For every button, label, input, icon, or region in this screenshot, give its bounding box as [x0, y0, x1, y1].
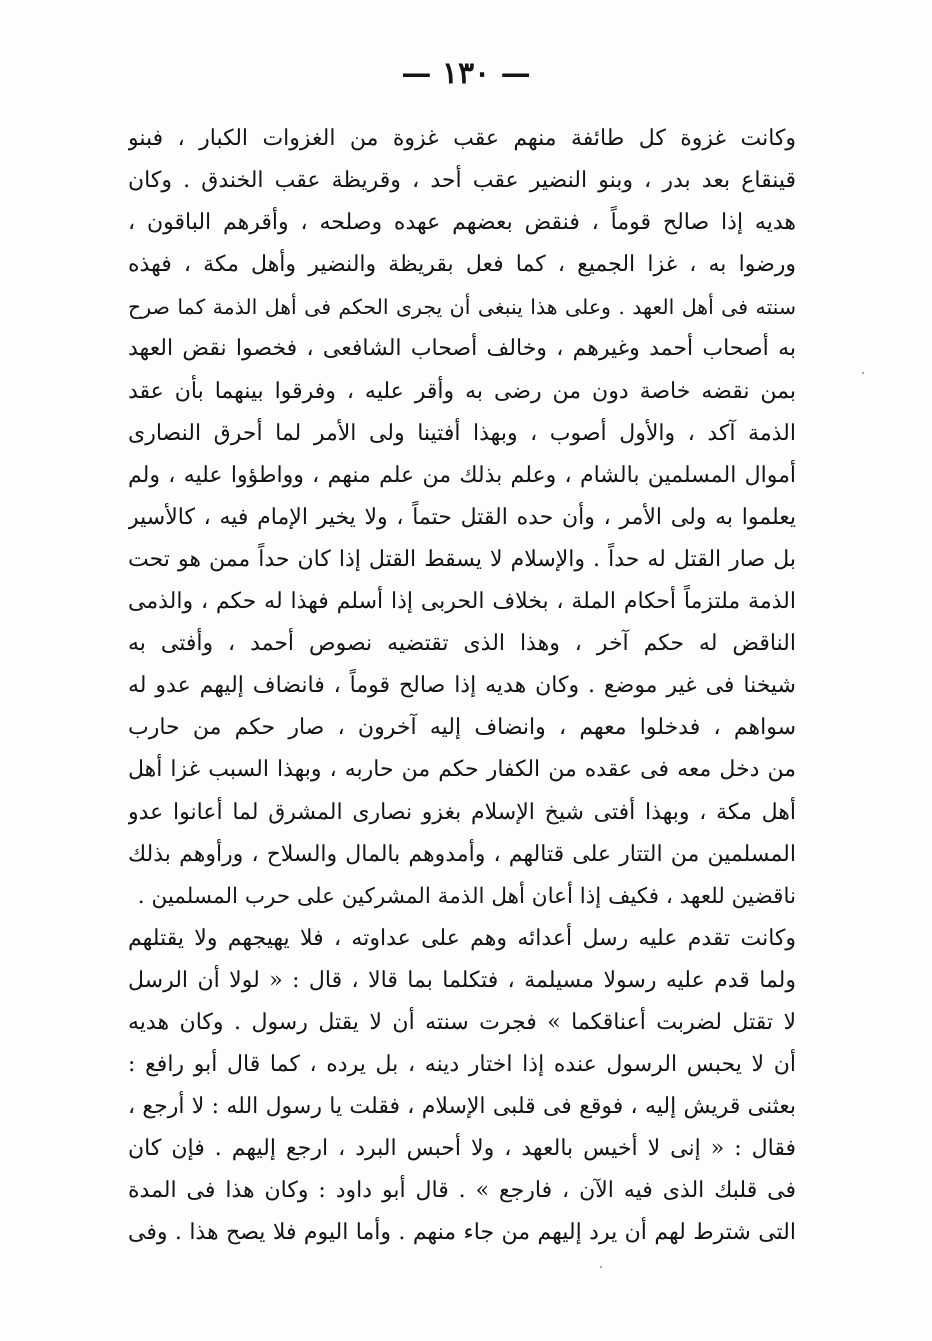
text-line: ناقضين للعهد ، فكيف إذا أعان أهل الذمة المشركين على حرب المسلمين .	[137, 883, 796, 909]
text-line: الذمة ملتزماً أحكام الملة ، بخلاف الحربى إذا أسلم فهذا له حكم ، والذمى	[128, 589, 796, 615]
text-line: شيخنا فى غير موضع . وكان هديه إذا صالح قوماً ، فانضاف إليهم عدو له	[128, 673, 796, 699]
text-line: بل صار القتل له حداً . والإسلام لا يسقط القتل إذا كان حداً ممن هو تحت	[128, 546, 796, 572]
text-line: يعلموا به ولى الأمر ، وأن حده القتل حتماً ، ولا يخير الإمام فيه ، كالأسير	[128, 504, 796, 530]
text-line: من دخل معه فى عقده من الكفار حكم من حاربه ، وبهذا السبب غزا أهل	[128, 757, 796, 783]
text-line: ورضوا به ، غزا الجميع ، كما فعل بقريظة والنضير وأهل مكة ، فهذه	[128, 252, 796, 278]
text-line: أموال المسلمين بالشام ، وعلم بذلك من علم منهم ، وواطؤوا عليه ، ولم	[128, 462, 796, 488]
text-line: فى قلبك الذى فيه الآن ، فارجع » . قال أبو داود : وكان هذا فى المدة	[128, 1178, 796, 1204]
text-line: سنته فى أهل العهد . وعلى هذا ينبغى أن يجرى الحكم فى أهل الذمة كما صرح	[128, 295, 796, 320]
print-speck	[862, 372, 864, 374]
text-line: الذمة آكد ، والأول أصوب ، وبهذا أفتينا ولى الأمر لما أحرق النصارى	[128, 420, 796, 446]
text-line: بمن نقضه خاصة دون من رضى به وأقر عليه ، وفرقوا بينهما بأن عقد	[128, 378, 796, 404]
page-number: — ١٣٠ —	[401, 56, 531, 91]
text-line: سواهم ، فدخلوا معهم ، وانضاف إليه آخرون ، صار حكم من حارب	[128, 715, 796, 741]
text-line: وكانت غزوة كل طائفة منهم عقب غزوة من الغزوات الكبار ، فبنو	[128, 126, 796, 151]
text-line: لا تقتل لضربت أعناقكما » فجرت سنته أن لا يقتل رسول . وكان هديه	[128, 1009, 796, 1035]
text-line: ولما قدم عليه رسولا مسيلمة ، فتكلما بما قالا ، قال : « لولا أن الرسل	[128, 967, 796, 993]
text-line: بعثنى قريش إليه ، فوقع فى قلبى الإسلام ، فقلت يا رسول الله : لا أرجع ،	[128, 1094, 796, 1120]
text-line: الناقض له حكم آخر ، وهذا الذى تقتضيه نصوص أحمد ، وأفتى به	[128, 631, 796, 657]
print-speck	[600, 1266, 602, 1268]
text-line: قينقاع بعد بدر ، وبنو النضير عقب أحد ، وقريظة عقب الخندق . وكان	[128, 168, 796, 194]
text-line: وكانت تقدم عليه رسل أعدائه وهم على عداوته ، فلا يهيجهم ولا يقتلهم	[128, 925, 796, 951]
text-line: به أصحاب أحمد وغيرهم ، وخالف أصحاب الشافعى ، فخصوا نقض العهد	[128, 336, 796, 362]
text-line: أهل مكة ، وبهذا أفتى شيخ الإسلام بغزو نصارى المشرق لما أعانوا عدو	[128, 799, 796, 825]
text-line: التى شترط لهم أن يرد إليهم من جاء منهم . وأما اليوم فلا يصح هذا . وفى	[128, 1220, 796, 1246]
text-line: أن لا يحبس الرسول عنده إذا اختار دينه ، بل يرده ، كما قال أبو رافع :	[128, 1052, 796, 1078]
text-line: المسلمين من التتار على قتالهم ، وأمدوهم بالمال والسلاح ، ورأوهم بذلك	[128, 841, 796, 867]
text-line: فقال : « إنى لا أخيس بالعهد ، ولا أحبس البرد ، ارجع إليهم . فإن كان	[128, 1136, 796, 1162]
page-body-text	[128, 118, 796, 1255]
text-line: هديه إذا صالح قوماً ، فنقض بعضهم عهده وصلحه ، وأقرهم الباقون ،	[128, 210, 796, 236]
